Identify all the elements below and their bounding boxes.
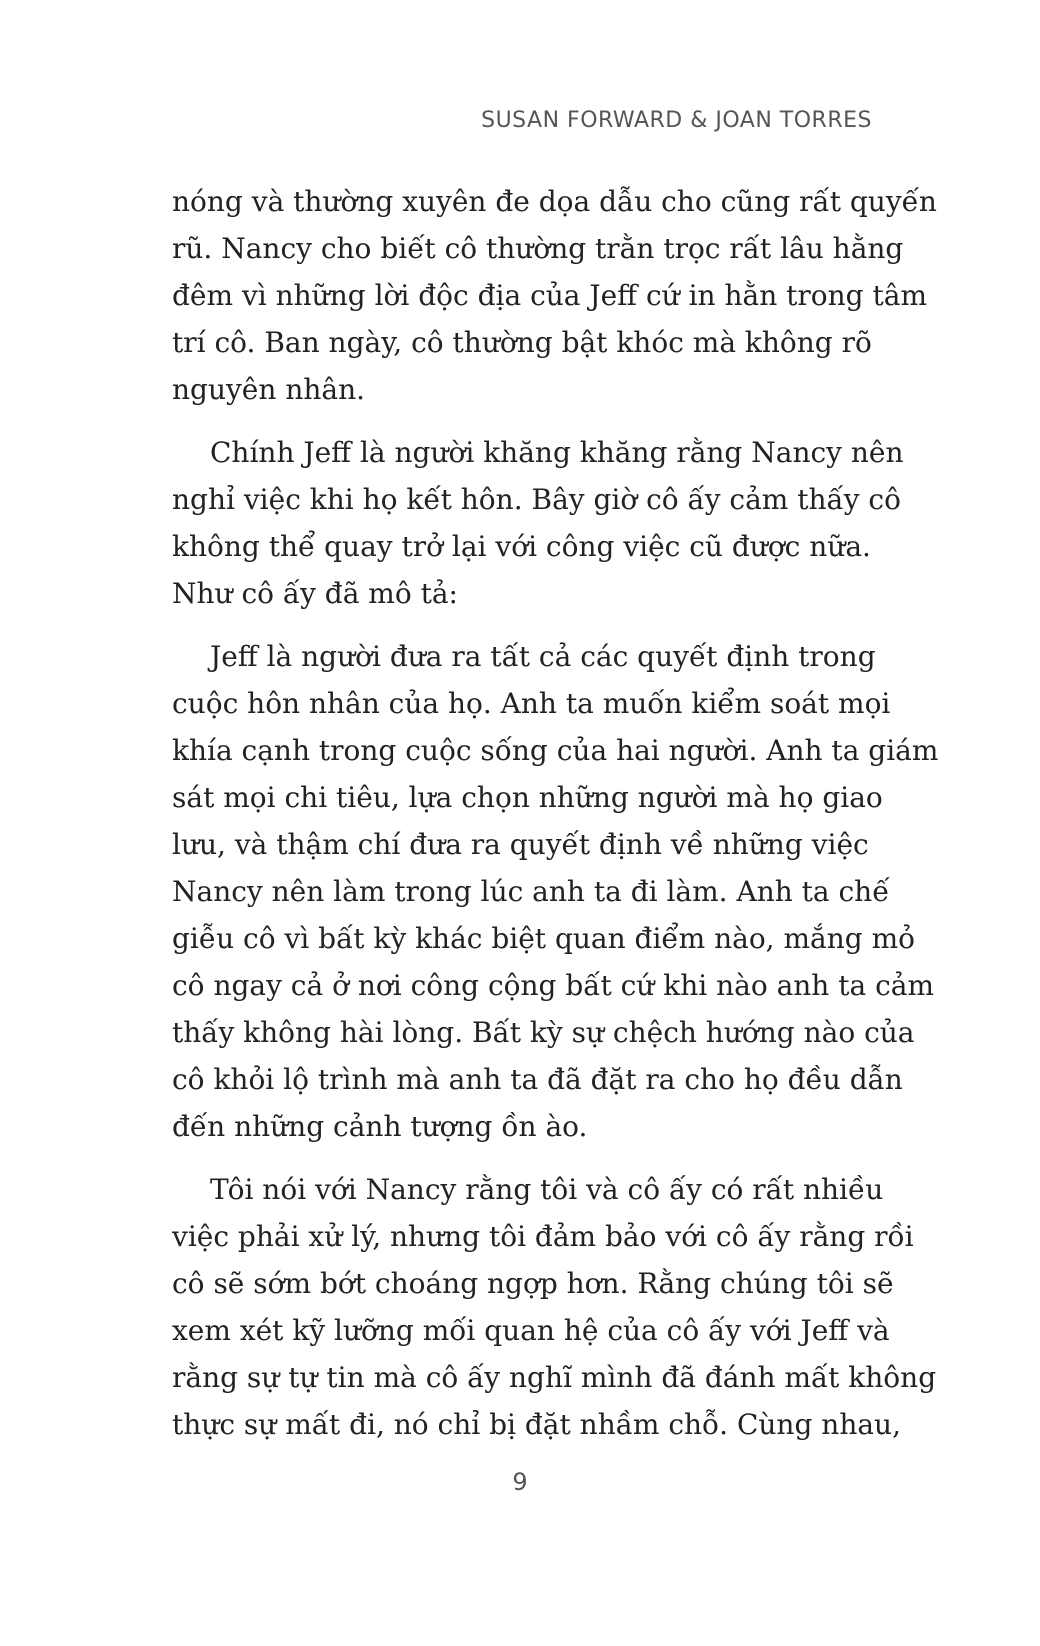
text-line: việc phải xử lý, nhưng tôi đảm bảo với cô ấy rằng rồi [172, 1220, 914, 1253]
text-line: Như cô ấy đã mô tả: [172, 577, 458, 610]
text-line: nghỉ việc khi họ kết hôn. Bây giờ cô ấy cảm thấy cô [172, 483, 901, 516]
text-line: Tôi nói với Nancy rằng tôi và cô ấy có rất nhiều [210, 1173, 884, 1206]
text-line: Nancy nên làm trong lúc anh ta đi làm. Anh ta chế [172, 875, 890, 908]
text-line: nguyên nhân. [172, 373, 366, 406]
text-line: đến những cảnh tượng ồn ào. [172, 1110, 588, 1143]
text-line: sát mọi chi tiêu, lựa chọn những người mà họ giao [172, 781, 883, 814]
text-line: cô sẽ sớm bớt choáng ngợp hơn. Rằng chúng tôi sẽ [172, 1267, 894, 1300]
text-line: trí cô. Ban ngày, cô thường bật khóc mà không rõ [172, 326, 872, 359]
text-line: cô khỏi lộ trình mà anh ta đã đặt ra cho họ đều dẫn [172, 1063, 903, 1096]
text-line: khía cạnh trong cuộc sống của hai người. Anh ta giám [172, 734, 939, 767]
page-number: 9 [512, 1468, 528, 1496]
text-line: xem xét kỹ lưỡng mối quan hệ của cô ấy với Jeff và [172, 1314, 890, 1347]
text-line: nóng và thường xuyên đe dọa dẫu cho cũng rất quyến [172, 185, 937, 218]
text-line: Jeff là người đưa ra tất cả các quyết định trong [210, 640, 876, 673]
paragraph-3 [172, 633, 939, 1150]
paragraph-4 [172, 1166, 937, 1448]
text-line: không thể quay trở lại với công việc cũ được nữa. [172, 530, 871, 563]
text-line: cô ngay cả ở nơi công cộng bất cứ khi nào anh ta cảm [172, 969, 935, 1002]
text-line: rằng sự tự tin mà cô ấy nghĩ mình đã đánh mất không [172, 1361, 937, 1394]
text-line: Chính Jeff là người khăng khăng rằng Nancy nên [210, 436, 904, 469]
text-line: cuộc hôn nhân của họ. Anh ta muốn kiểm soát mọi [172, 687, 891, 720]
text-line: đêm vì những lời độc địa của Jeff cứ in hằn trong tâm [172, 279, 927, 312]
running-head: SUSAN FORWARD & JOAN TORRES [481, 108, 872, 133]
text-line: giễu cô vì bất kỳ khác biệt quan điểm nào, mắng mỏ [172, 922, 915, 955]
paragraph-2 [172, 429, 904, 617]
text-line: thực sự mất đi, nó chỉ bị đặt nhầm chỗ. Cùng nhau, [172, 1408, 901, 1441]
text-line: thấy không hài lòng. Bất kỳ sự chệch hướng nào của [172, 1016, 915, 1049]
paragraph-1 [172, 178, 937, 413]
body-text [172, 178, 939, 1464]
text-line: rũ. Nancy cho biết cô thường trằn trọc rất lâu hằng [172, 232, 904, 265]
text-line: lưu, và thậm chí đưa ra quyết định về những việc [172, 828, 869, 861]
